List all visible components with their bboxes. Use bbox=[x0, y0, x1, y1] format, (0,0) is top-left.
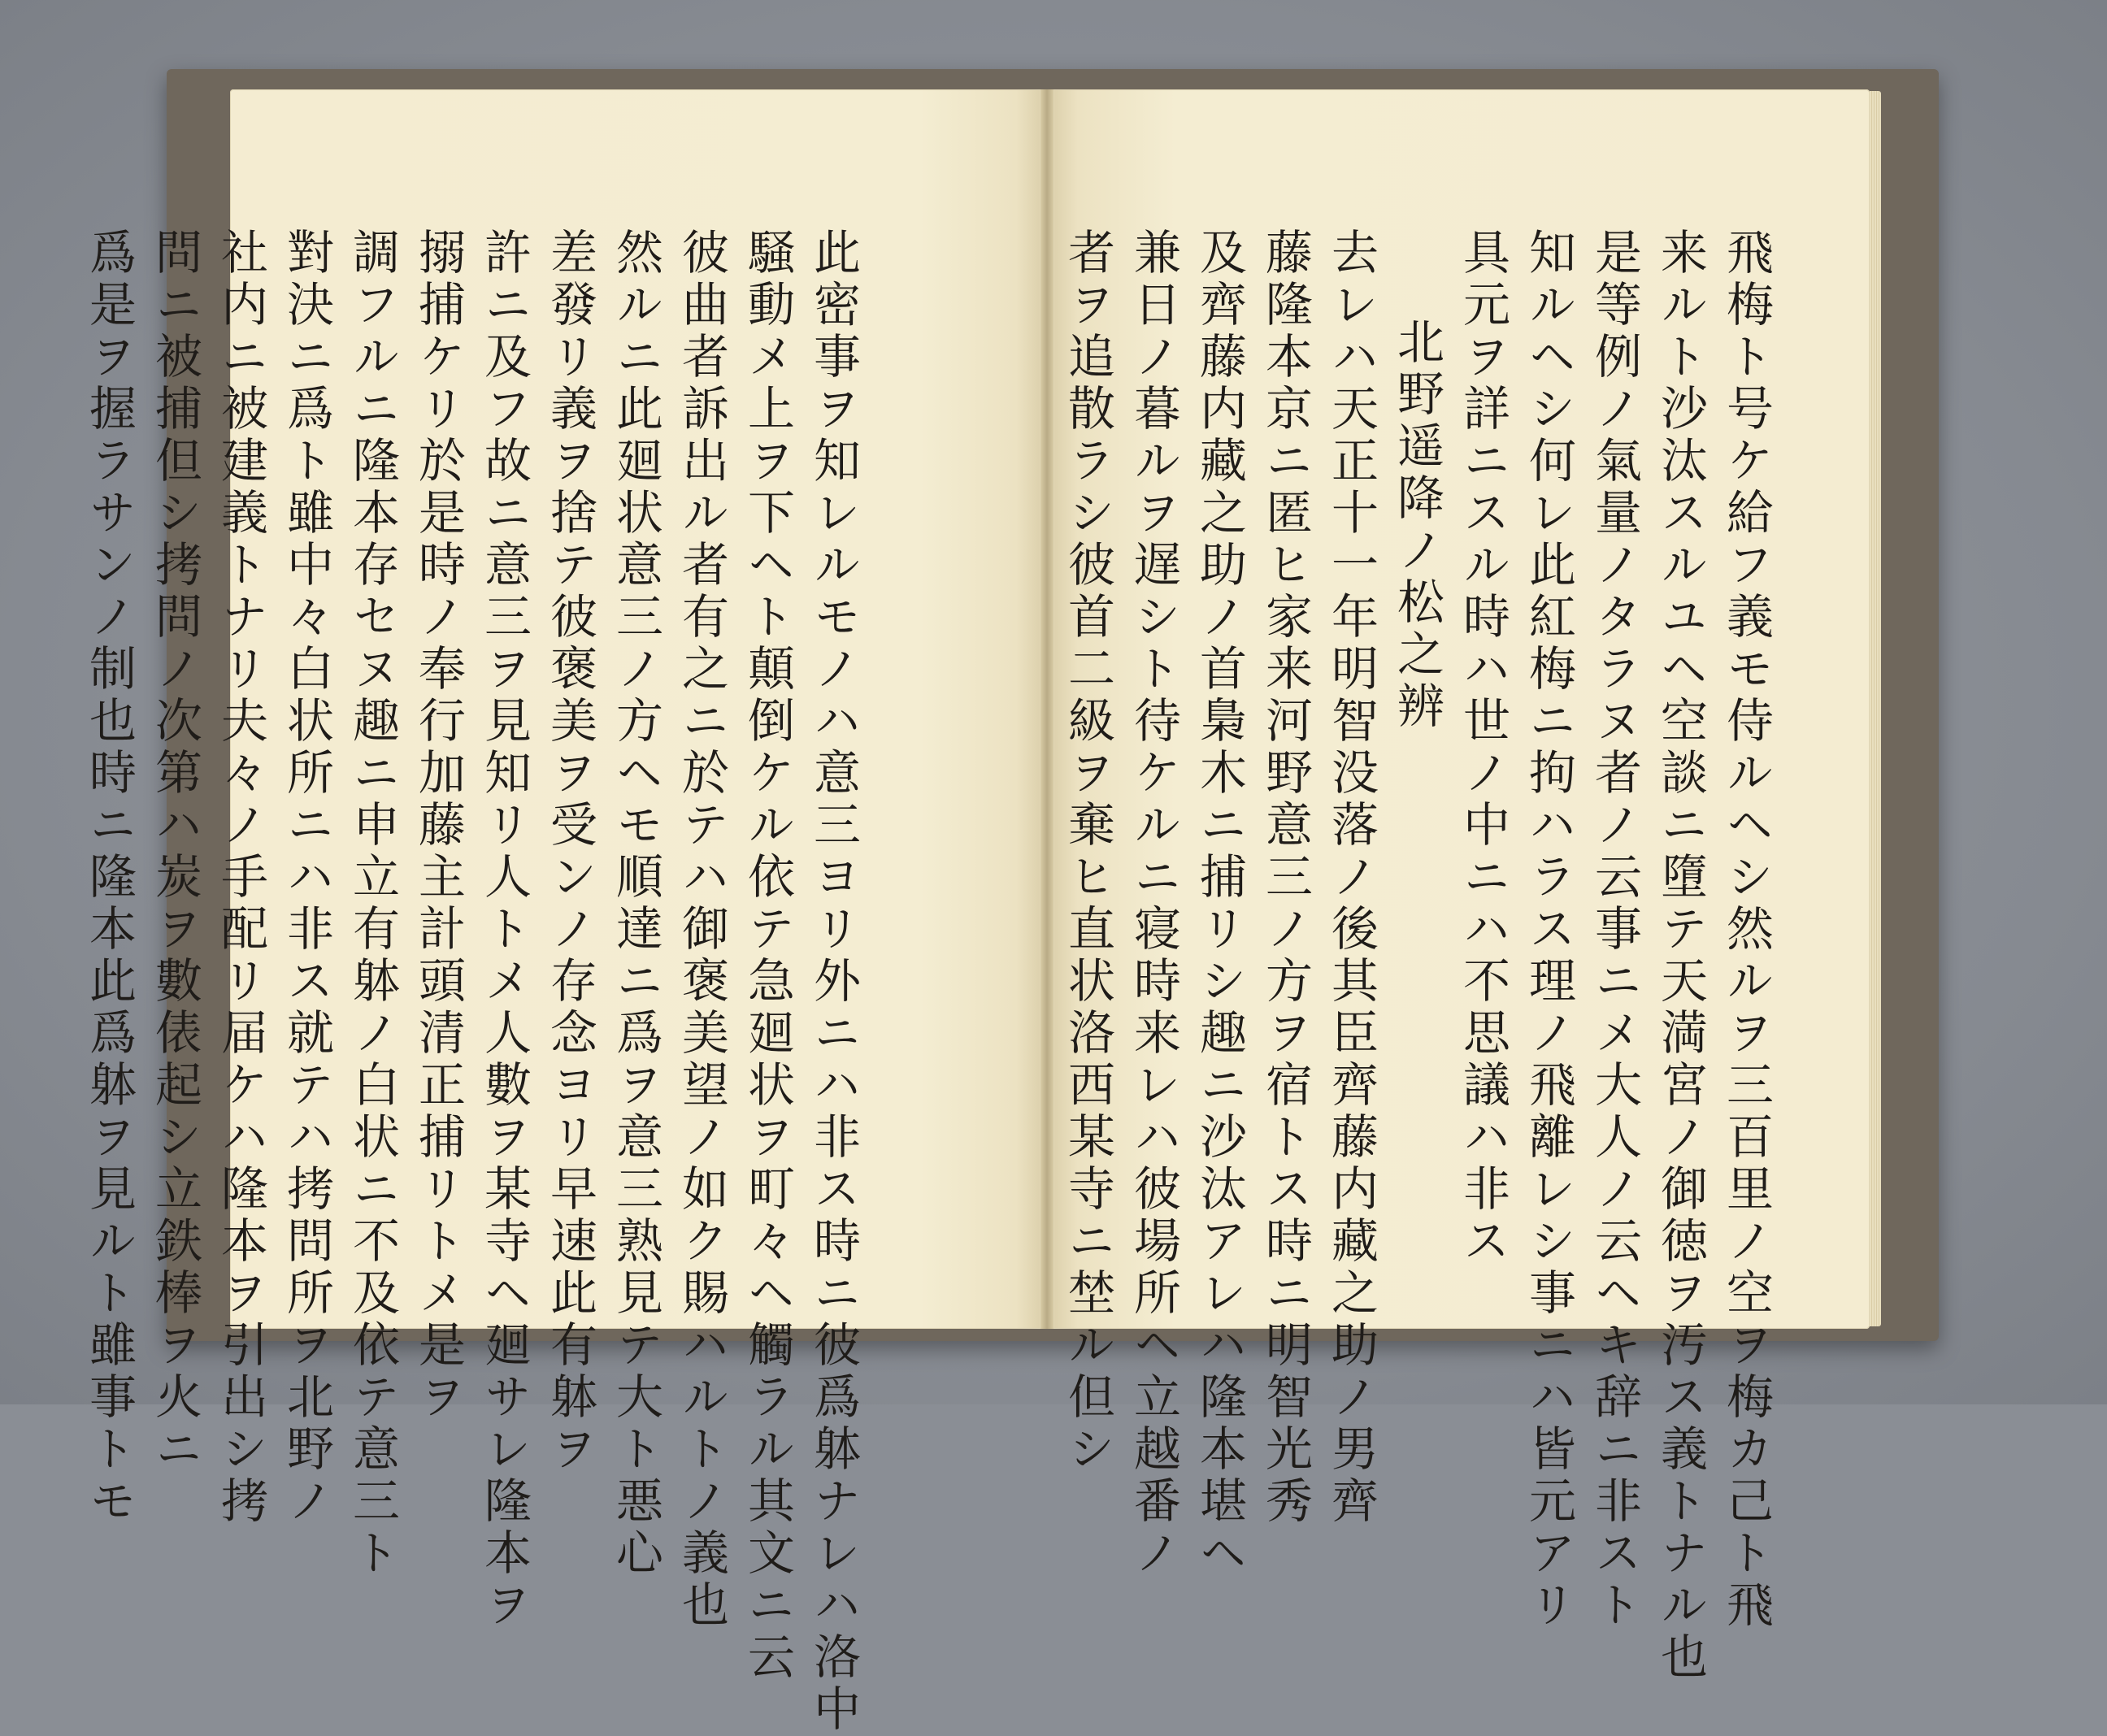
text-line: 問ニ被捕但シ拷問ノ次第ハ炭ヲ數俵起シ立鉄棒ヲ火ニ bbox=[147, 228, 202, 1476]
text-line: 来ルト沙汰スルユヘ空談ニ墮テ天満宮ノ御徳ヲ汚ス義トナル也 bbox=[1653, 228, 1708, 1684]
text-line: 飛梅ト号ケ給フ義モ侍ルヘシ然ルヲ三百里ノ空ヲ梅カ己ト飛 bbox=[1718, 228, 1774, 1632]
text-line: 藤隆本京ニ匿ヒ家来河野意三ノ方ヲ宿トス時ニ明智光秀 bbox=[1258, 228, 1313, 1528]
text-line: 調フルニ隆本存セヌ趣ニ申立有躰ノ白状ニ不及依テ意三ト bbox=[345, 228, 400, 1580]
text-line: 然ルニ此廻状意三ノ方ヘモ順達ニ爲ヲ意三熟見テ大ト悪心 bbox=[608, 228, 663, 1580]
text-line: 對決ニ爲ト雖中々白状所ニハ非ス就テハ拷問所ヲ北野ノ bbox=[279, 228, 334, 1528]
text-line: 搦捕ケリ於是時ノ奉行加藤主計頭清正捕リトメ是ヲ bbox=[411, 228, 466, 1424]
text-line: 去レハ天正十一年明智没落ノ後其臣齊藤内藏之助ノ男齊 bbox=[1323, 228, 1379, 1528]
text-line: 爲是ヲ握ラサンノ制也時ニ隆本此爲躰ヲ見ルト雖事トモ bbox=[81, 228, 137, 1528]
text-line: 社内ニ被建義トナリ夫々ノ手配リ届ケハ隆本ヲ引出シ拷 bbox=[213, 228, 268, 1528]
text-line: 是等例ノ氣量ノタラヌ者ノ云事ニメ大人ノ云ヘキ辞ニ非スト bbox=[1587, 228, 1642, 1632]
book-gutter bbox=[1040, 89, 1054, 1329]
text-line: 及齊藤内藏之助ノ首梟木ニ捕リシ趣ニ沙汰アレハ隆本堪ヘ bbox=[1192, 228, 1247, 1580]
text-line: 差發リ義ヲ捨テ彼褒美ヲ受ンノ存念ヨリ早速此有躰ヲ bbox=[542, 228, 597, 1476]
text-line: 具元ヲ詳ニスル時ハ世ノ中ニハ不思議ハ非ス bbox=[1455, 228, 1510, 1268]
right-page-text bbox=[1060, 228, 1779, 1684]
text-line: 彼曲者訴出ル者有之ニ於テハ御褒美望ノ如ク賜ハルトノ義也 bbox=[674, 228, 729, 1632]
text-line: 兼日ノ暮ルヲ遅シト待ケルニ寝時来レハ彼場所ヘ立越番ノ bbox=[1126, 228, 1181, 1580]
text-line: 許ニ及フ故ニ意三ヲ見知リ人トメ人數ヲ某寺ヘ廻サレ隆本ヲ bbox=[476, 228, 532, 1632]
left-page-text bbox=[81, 228, 866, 1736]
text-line: 知ルヘシ何レ此紅梅ニ拘ハラス理ノ飛離レシ事ニハ皆元アリ bbox=[1521, 228, 1576, 1632]
text-line: 者ヲ追散ラシ彼首二級ヲ棄ヒ直状洛西某寺ニ埜ル但シ bbox=[1060, 228, 1115, 1476]
text-line: 此密事ヲ知レルモノハ意三ヨリ外ニハ非ス時ニ彼爲躰ナレハ洛中 bbox=[806, 228, 861, 1736]
page-edges bbox=[1870, 91, 1881, 1326]
section-heading: 北野遥降ノ松之辨 bbox=[1389, 317, 1444, 733]
text-line: 騒動メ上ヲ下ヘト顛倒ケル依テ急廻状ヲ町々ヘ觸ラル其文ニ云 bbox=[740, 228, 795, 1684]
